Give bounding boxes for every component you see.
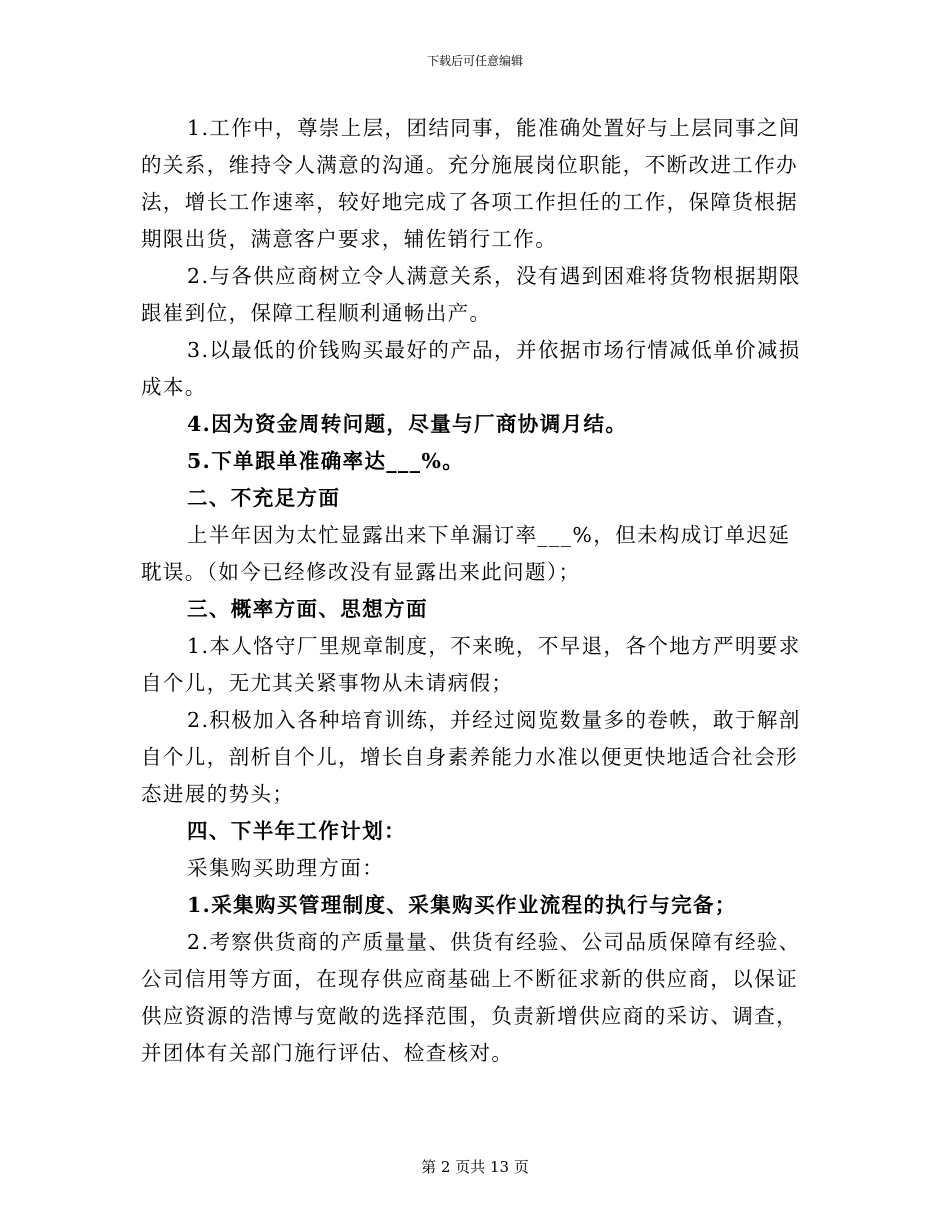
paragraph-plan-2: 2.考察供货商的产质量量、供货有经验、公司品质保障有经验、公司信用等方面，在现存供应商基础上不断征求新的供应商，以保证供应资源的浩博与宽敞的选择范围，负责新增供应商的采访、调查，并团体有关部门施行评估、检查核对。 bbox=[141, 930, 801, 1065]
paragraph-work-point-5: 5.下单跟单准确率达___%。 bbox=[187, 449, 465, 473]
document-body bbox=[141, 110, 801, 1072]
paragraph-work-point-3: 3.以最低的价钱购买最好的产品，并依据市场行情减低单价减损成本。 bbox=[141, 338, 801, 399]
paragraph-thinking-2: 2.积极加入各种培育训练，并经过阅览数量多的卷帙，敢于解剖自个儿，剖析自个儿，增长自身素养能力水准以便更快地适合社会形态进展的势头； bbox=[141, 708, 801, 806]
paragraph-shortcomings: 上半年因为太忙显露出来下单漏订率___%，但未构成订单迟延耽误。（如今已经修改没有显露出来此问题）； bbox=[141, 523, 791, 584]
section-heading-thinking: 三、概率方面、思想方面 bbox=[187, 597, 428, 621]
page-footer: 第 2 页共 13 页 bbox=[421, 1158, 529, 1176]
section-heading-plan: 四、下半年工作计划： bbox=[187, 819, 406, 843]
paragraph-plan-subheading: 采集购买助理方面： bbox=[187, 856, 385, 880]
section-heading-shortcomings: 二、不充足方面 bbox=[187, 486, 341, 510]
page-header: 下载后可任意编辑 bbox=[426, 54, 523, 68]
paragraph-work-point-4: 4.因为资金周转问题，尽量与厂商协调月结。 bbox=[187, 412, 628, 436]
paragraph-work-point-1: 1.工作中，尊崇上层，团结同事，能准确处置好与上层同事之间的关系，维持令人满意的沟通。充分施展岗位职能，不断改进工作办法，增长工作速率，较好地完成了各项工作担任的工作，保障货根据期限出货，满意客户要求，辅佐销行工作。 bbox=[141, 116, 801, 251]
paragraph-plan-1: 1.采集购买管理制度、采集购买作业流程的执行与完备； bbox=[187, 893, 737, 917]
paragraph-thinking-1: 1.本人恪守厂里规章制度，不来晚，不早退，各个地方严明要求自个儿，无尤其关紧事物从未请病假； bbox=[141, 634, 801, 695]
paragraph-work-point-2: 2.与各供应商树立令人满意关系，没有遇到困难将货物根据期限跟崔到位，保障工程顺利通畅出产。 bbox=[141, 264, 801, 325]
